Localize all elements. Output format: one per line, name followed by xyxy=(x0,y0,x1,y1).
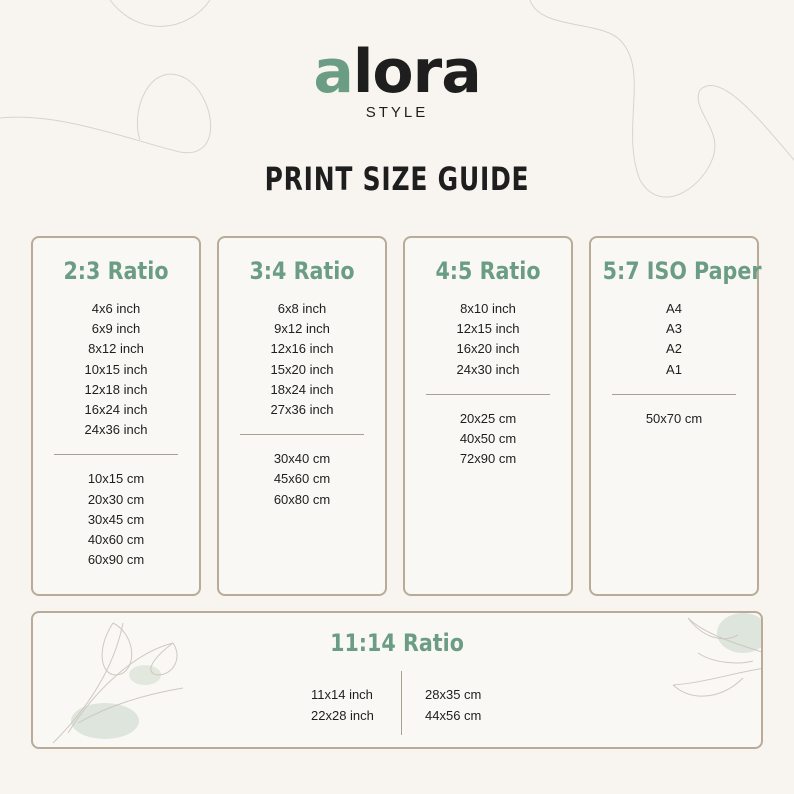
size-item: 8x10 inch xyxy=(460,301,516,316)
size-item: 30x40 cm xyxy=(273,451,331,467)
size-item: 12x15 inch xyxy=(456,321,520,337)
size-item: 40x60 cm xyxy=(87,532,145,548)
size-item: 24x30 inch xyxy=(456,361,520,377)
ratio-card-2-3 xyxy=(31,236,201,596)
size-item: 4x6 inch xyxy=(91,301,141,316)
card-title: 2:3 Ratio xyxy=(63,257,169,285)
divider xyxy=(401,671,402,735)
size-item: A2 xyxy=(666,341,682,357)
card-title: 5:7 ISO Paper xyxy=(602,257,762,285)
size-item: 16x20 inch xyxy=(456,341,520,357)
iso-size-list xyxy=(591,299,757,380)
size-item: 8x12 inch xyxy=(88,341,144,357)
inch-size-list xyxy=(219,299,385,420)
size-item: 30x45 cm xyxy=(87,511,145,527)
size-item: 9x12 inch xyxy=(274,321,330,337)
size-item: 45x60 cm xyxy=(273,471,331,487)
inch-size-list xyxy=(33,299,199,440)
size-item: A4 xyxy=(666,301,682,316)
size-item: 6x8 inch xyxy=(277,301,327,316)
size-item: 44x56 cm xyxy=(425,707,482,723)
ratio-card-5-7-iso xyxy=(589,236,762,596)
brand-logo xyxy=(0,36,794,121)
cm-size-list xyxy=(591,409,757,429)
inch-size-list xyxy=(405,299,571,380)
size-item: 12x16 inch xyxy=(270,341,334,357)
cm-size-list xyxy=(219,449,385,510)
size-item: 24x36 inch xyxy=(84,422,148,438)
divider xyxy=(426,394,550,395)
size-item: 72x90 cm xyxy=(459,451,517,467)
size-item: 60x90 cm xyxy=(87,552,145,568)
size-item: 60x80 cm xyxy=(273,491,331,507)
size-item: A1 xyxy=(666,361,682,377)
size-item: 22x28 inch xyxy=(311,707,374,723)
size-item: 27x36 inch xyxy=(270,402,334,418)
size-item: 16x24 inch xyxy=(84,402,148,418)
brand-tagline: STYLE xyxy=(365,104,429,121)
cm-size-list xyxy=(425,685,481,726)
page-title: PRINT SIZE GUIDE xyxy=(264,160,530,198)
card-title: 3:4 Ratio xyxy=(249,257,355,285)
size-item: 10x15 inch xyxy=(84,361,148,377)
cm-size-list xyxy=(33,469,199,570)
divider xyxy=(612,394,736,395)
brand-name xyxy=(0,36,794,108)
card-title: 11:14 Ratio xyxy=(330,629,464,657)
size-item: 18x24 inch xyxy=(270,381,334,397)
leaf-illustration-right-icon xyxy=(643,613,763,713)
brand-name-rest: lora xyxy=(352,37,481,107)
size-item: 40x50 cm xyxy=(459,431,517,447)
cm-size-list xyxy=(405,409,571,470)
size-item: 28x35 cm xyxy=(425,687,482,702)
ratio-card-4-5 xyxy=(403,236,573,596)
ratio-card-3-4 xyxy=(217,236,387,596)
brand-name-accent: a xyxy=(313,37,353,107)
size-item: 12x18 inch xyxy=(84,381,148,397)
size-item: 20x25 cm xyxy=(459,410,517,426)
size-item: 6x9 inch xyxy=(91,321,141,337)
size-item: 50x70 cm xyxy=(645,410,703,426)
inch-size-list xyxy=(311,685,374,726)
size-item: 10x15 cm xyxy=(87,471,145,487)
divider xyxy=(240,434,364,435)
size-item: A3 xyxy=(666,321,682,337)
size-item: 15x20 inch xyxy=(270,361,334,377)
size-item: 20x30 cm xyxy=(87,491,145,507)
ratio-card-11-14 xyxy=(31,611,763,749)
card-title: 4:5 Ratio xyxy=(435,257,541,285)
divider xyxy=(54,454,178,455)
size-item: 11x14 inch xyxy=(311,687,373,702)
